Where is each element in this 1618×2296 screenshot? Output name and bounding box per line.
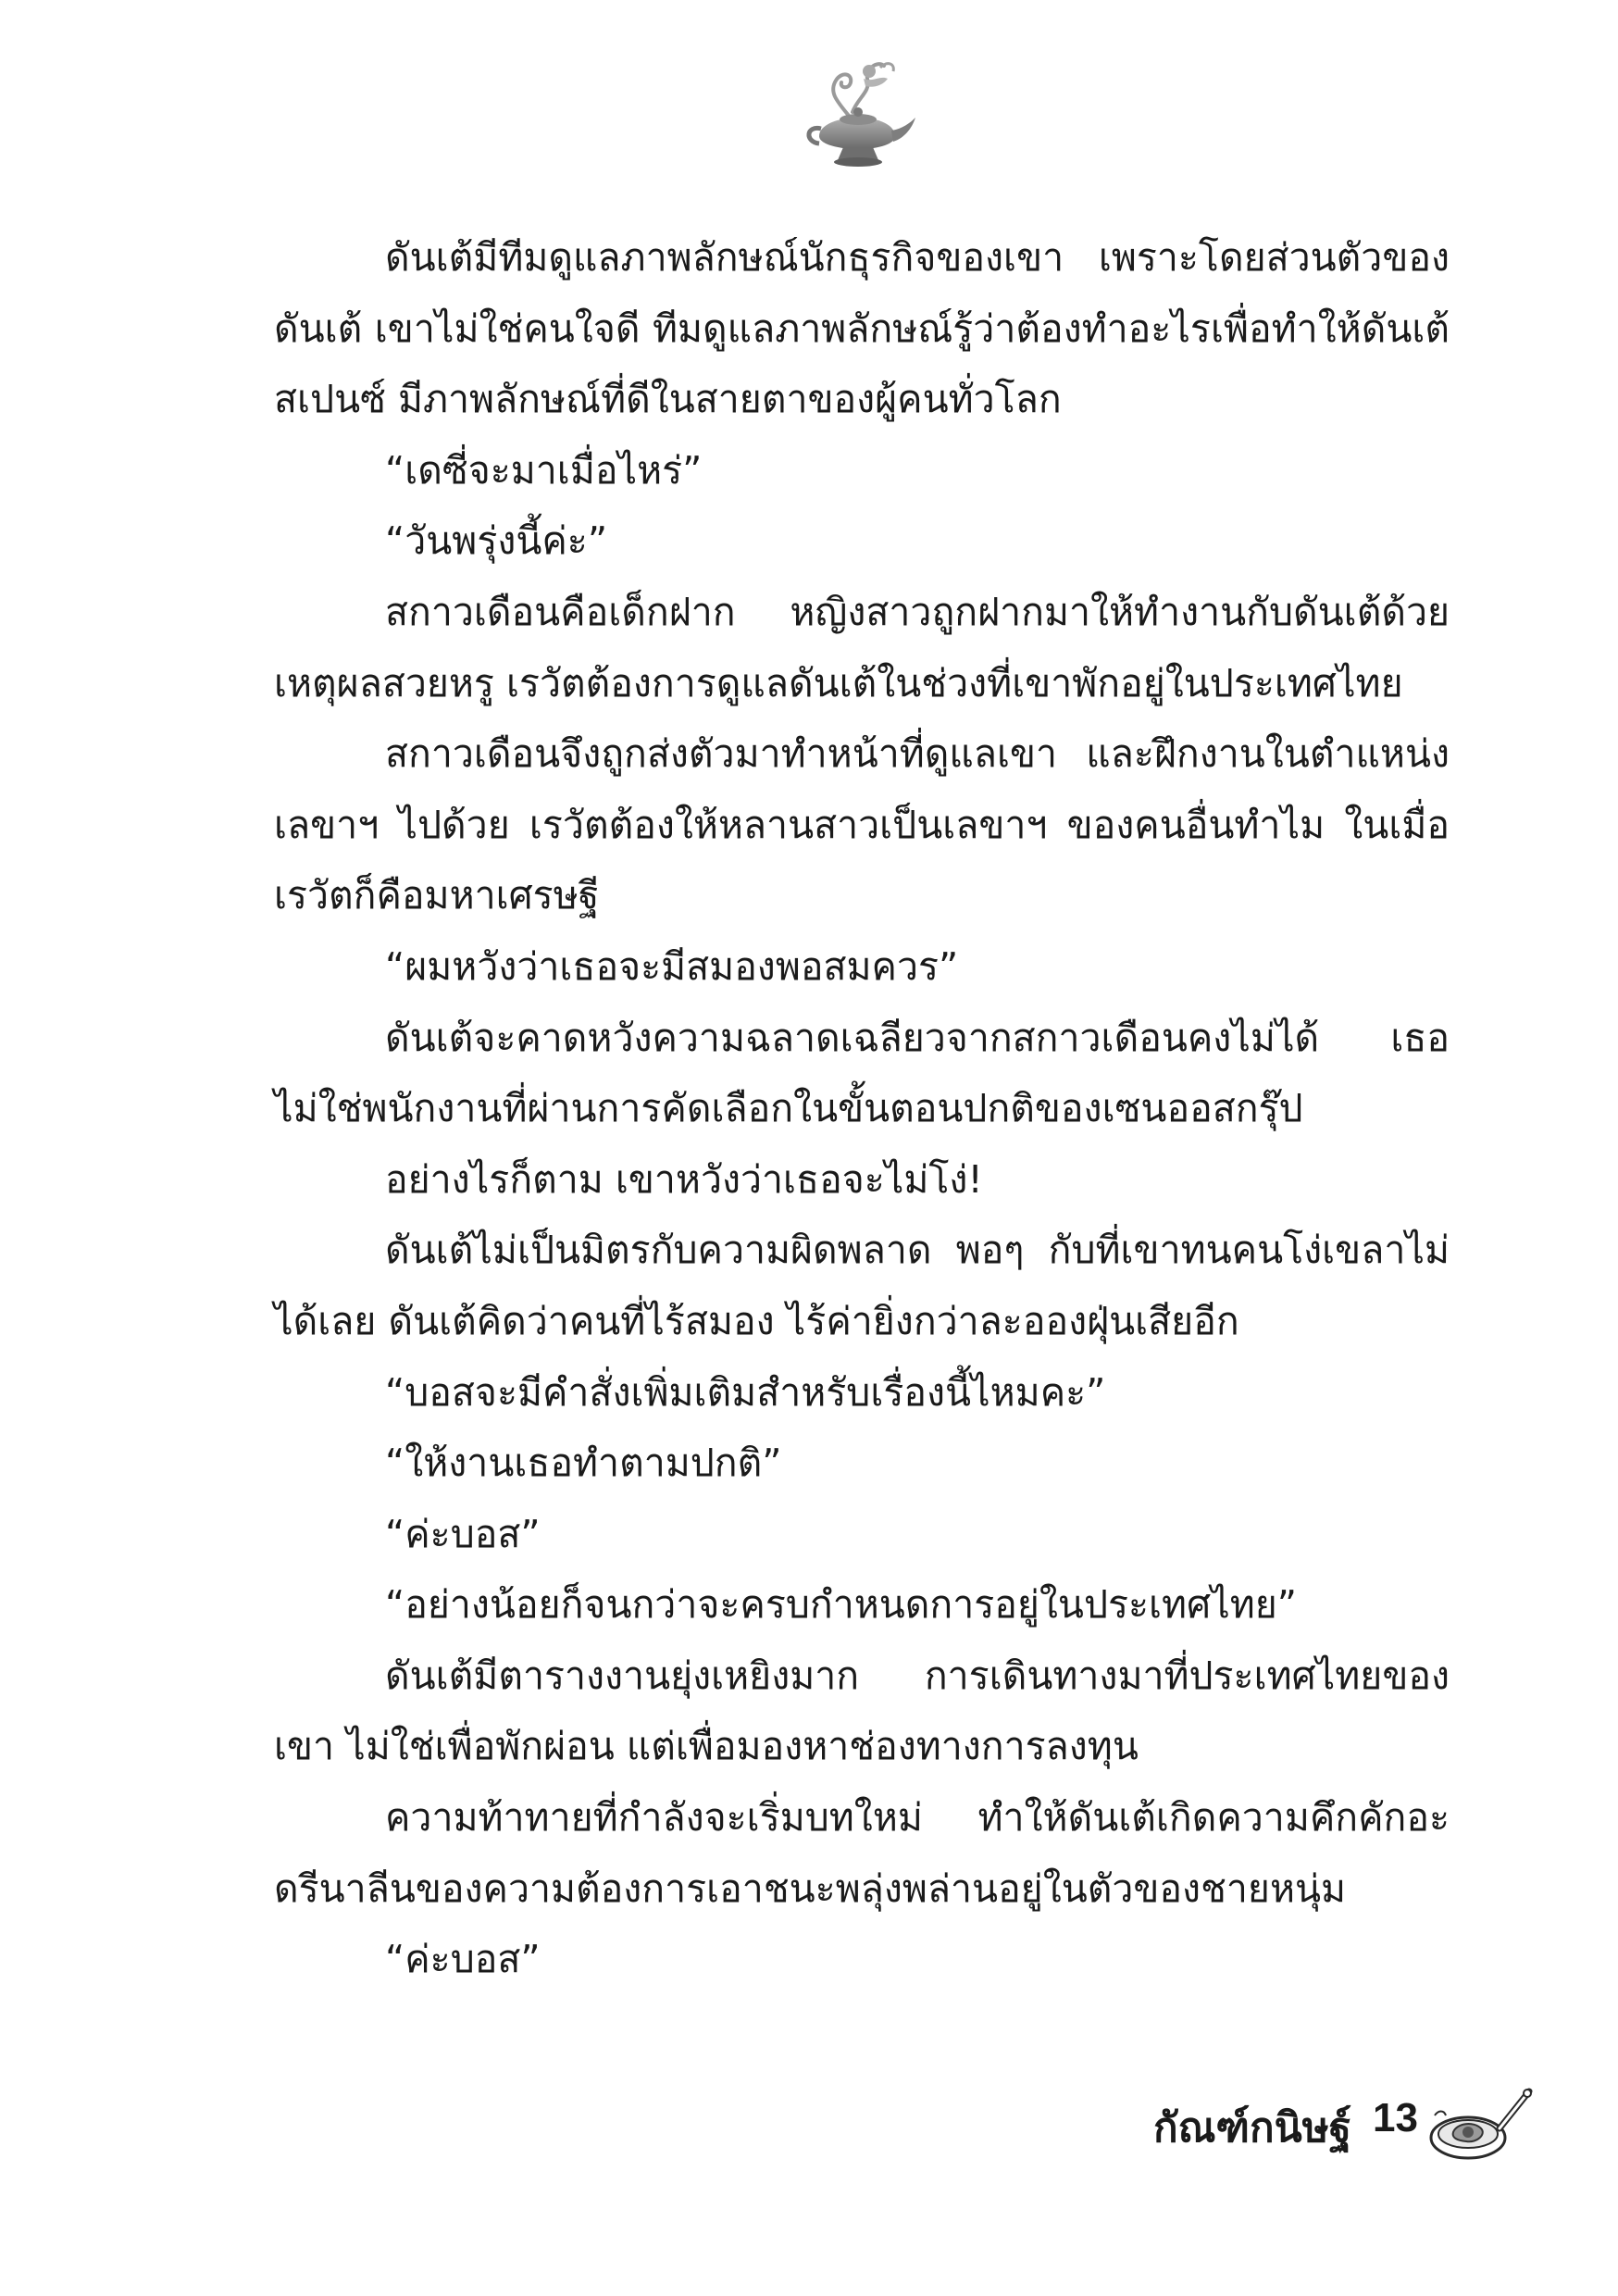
paragraph: ดันเต้จะคาดหวังความฉลาดเฉลียวจากสกาวเดือนคงไม่ได้ เธอไม่ใช่พนักงานที่ผ่านการคัดเลือกในขั้นตอนปกติของเซนออสกรุ๊ป bbox=[274, 1015, 1450, 1131]
paragraph: “ผมหวังว่าเธอจะมีสมองพอสมควร” bbox=[385, 943, 959, 989]
paragraph: ดันเต้มีตารางงานยุ่งเหยิงมาก การเดินทางมาที่ประเทศไทยของเขา ไม่ใช่เพื่อพักผ่อน แต่เพื่อมองหาช่องทางการลงทุน bbox=[274, 1653, 1450, 1769]
paragraph: “วันพรุ่งนี้ค่ะ” bbox=[385, 518, 608, 564]
paragraph: อย่างไรก็ตาม เขาหวังว่าเธอจะไม่โง่! bbox=[385, 1156, 983, 1202]
paragraph: ความท้าทายที่กำลังจะเริ่มบทใหม่ ทำให้ดันเต้เกิดความคึกคักอะดรีนาลีนของความต้องการเอาชนะพลุ่งพล่านอยู่ในตัวของชายหนุ่ม bbox=[274, 1795, 1450, 1911]
paragraph: “ค่ะบอส” bbox=[385, 1937, 541, 1982]
page-number: 13 bbox=[1373, 2095, 1418, 2140]
paragraph: “ให้งานเธอทำตามปกติ” bbox=[385, 1441, 782, 1486]
paragraph: สกาวเดือนจึงถูกส่งตัวมาทำหน้าที่ดูแลเขา และฝึกงานในตำแหน่งเลขาฯ ไปด้วย เรวัตต้องให้หลานสาวเป็นเลขาฯ ของคนอื่นทำไม ในเมื่อเรวัตก็คือมหาเศรษฐี bbox=[274, 731, 1450, 918]
page-footer bbox=[1018, 2078, 1537, 2180]
paragraph: “ค่ะบอส” bbox=[385, 1511, 541, 1556]
paragraph: ดันเต้ไม่เป็นมิตรกับความผิดพลาด พอๆ กับที่เขาทนคนโง่เขลาไม่ได้เลย ดันเต้คิดว่าคนที่ไร้สมอง ไร้ค่ายิ่งกว่าละอองฝุ่นเสียอีก bbox=[274, 1228, 1450, 1343]
paragraph: “อย่างน้อยก็จนกว่าจะครบกำหนดการอยู่ในประเทศไทย” bbox=[385, 1582, 1298, 1628]
paragraph: “บอสจะมีคำสั่งเพิ่มเติมสำหรับเรื่องนี้ไหมคะ” bbox=[385, 1369, 1106, 1415]
author-name: กัณฑ์กนิษฐ์ bbox=[1153, 2104, 1351, 2152]
paragraph: “เดซี่จะมาเมื่อไหร่” bbox=[385, 447, 703, 493]
genie-lamp-icon bbox=[791, 51, 921, 171]
frying-pan-icon bbox=[1425, 2078, 1537, 2171]
body-text bbox=[274, 222, 1450, 1995]
paragraph: ดันเต้มีทีมดูแลภาพลักษณ์นักธุรกิจของเขา เพราะโดยส่วนตัวของดันเต้ เขาไม่ใช่คนใจดี ทีมดูแลภาพลักษณ์รู้ว่าต้องทำอะไรเพื่อทำให้ดันเต้ สเปนซ์ มีภาพลักษณ์ที่ดีในสายตาของผู้คนทั่วโลก bbox=[274, 235, 1450, 422]
paragraph: สกาวเดือนคือเด็กฝาก หญิงสาวถูกฝากมาให้ทำงานกับดันเต้ด้วยเหตุผลสวยหรู เรวัตต้องการดูแลดันเต้ในช่วงที่เขาพักอยู่ในประเทศไทย bbox=[274, 589, 1450, 705]
